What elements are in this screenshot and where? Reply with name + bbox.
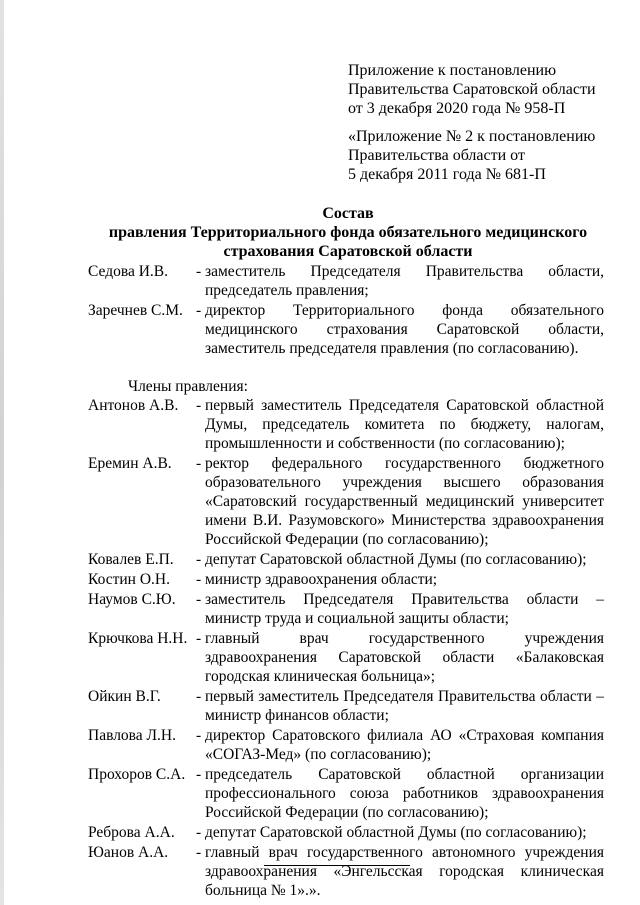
member-dash: - <box>196 824 202 841</box>
appendix-line: «Приложение № 2 к постановлению <box>348 128 596 145</box>
scan-edge <box>0 0 4 905</box>
member-name: Еремин А.В. <box>88 455 172 472</box>
member-name: Седова И.В. <box>88 263 168 280</box>
appendix-line: от 3 декабря 2020 года № 958-П <box>348 100 566 117</box>
member-name: Костин О.Н. <box>88 571 170 588</box>
appendix-line: 5 декабря 2011 года № 681-П <box>348 166 546 183</box>
member-name: Павлова Л.Н. <box>88 727 176 744</box>
member-row <box>88 262 604 300</box>
member-name: Крючкова Н.Н. <box>88 630 188 647</box>
member-row <box>88 590 604 628</box>
member-description: директор Территориального фонда обязательного медицинского страхования Саратовской области, заместитель председателя правления (по согласованию). <box>205 302 604 357</box>
member-name: Прохоров С.А. <box>88 766 186 783</box>
members-label: Члены правления: <box>128 378 248 395</box>
title-line: правления Территориального фонда обязательного медицинского <box>108 224 588 241</box>
member-name: Заречнев С.М. <box>88 302 183 319</box>
closing-rule <box>264 865 410 866</box>
member-dash: - <box>196 727 202 744</box>
title-line: страхования Саратовской области <box>223 243 473 260</box>
member-row <box>88 726 604 764</box>
member-description: первый заместитель Председателя Саратовской областной Думы, председатель комитета по бюджету, налогам, промышленности и собственности (по согласованию); <box>205 397 604 452</box>
member-row <box>88 396 604 453</box>
member-description: депутат Саратовской областной Думы (по согласованию); <box>205 824 587 841</box>
member-dash: - <box>196 302 202 319</box>
member-name: Реброва А.А. <box>88 824 175 841</box>
member-description: директор Саратовского филиала АО «Страховая компания «СОГАЗ-Мед» (по согласованию); <box>205 727 604 763</box>
member-description: заместитель Председателя Правительства области – министр труда и социальной защиты области; <box>205 591 604 627</box>
member-dash: - <box>196 551 202 568</box>
member-name: Ойкин В.Г. <box>88 688 161 705</box>
appendix-block <box>348 61 596 184</box>
member-row <box>88 765 604 822</box>
member-description: председатель Саратовской областной организации профессионального союза работников здравоохранения Российской Федерации (по согласованию); <box>205 766 604 821</box>
member-row <box>88 687 604 725</box>
member-name: Антонов А.В. <box>88 397 179 414</box>
member-dash: - <box>196 571 202 588</box>
member-row <box>88 823 604 842</box>
member-row <box>88 301 604 358</box>
member-dash: - <box>196 844 202 861</box>
appendix-line: Приложение к постановлению <box>348 62 557 79</box>
member-description: главный врач государственного автономного учреждения здравоохранения «Энгельсская городская клиническая больница № 1».». <box>205 844 604 899</box>
appendix-line: Правительства Саратовской области <box>348 81 596 98</box>
member-dash: - <box>196 591 202 608</box>
member-row <box>88 843 604 900</box>
member-row <box>88 550 604 569</box>
member-name: Наумов С.Ю. <box>88 591 176 608</box>
member-dash: - <box>196 630 202 647</box>
member-dash: - <box>196 766 202 783</box>
member-dash: - <box>196 688 202 705</box>
document-title <box>88 204 608 261</box>
board-list <box>88 262 604 901</box>
member-description: главный врач государственного учреждения здравоохранения Саратовской области «Балаковская городская клиническая больница»; <box>205 630 604 685</box>
member-description: министр здравоохранения области; <box>205 571 438 588</box>
member-description: депутат Саратовской областной Думы (по согласованию); <box>205 551 587 568</box>
member-row <box>88 570 604 589</box>
title-line: Состав <box>322 205 374 222</box>
member-name: Юанов А.А. <box>88 844 169 861</box>
member-dash: - <box>196 455 202 472</box>
member-dash: - <box>196 397 202 414</box>
member-description: заместитель Председателя Правительства области, председатель правления; <box>205 263 604 299</box>
member-row <box>88 629 604 686</box>
member-description: ректор федерального государственного бюджетного образовательного учреждения высшего образования «Саратовский государственный медицинский университет имени В.И. Разумовского» Министерства здравоохранения Российской Федерации (по согласованию); <box>205 455 604 548</box>
member-row <box>88 454 604 549</box>
member-description: первый заместитель Председателя Правительства области – министр финансов области; <box>205 688 604 724</box>
member-dash: - <box>196 263 202 280</box>
appendix-line: Правительства области от <box>348 147 525 164</box>
member-name: Ковалев Е.П. <box>88 551 174 568</box>
